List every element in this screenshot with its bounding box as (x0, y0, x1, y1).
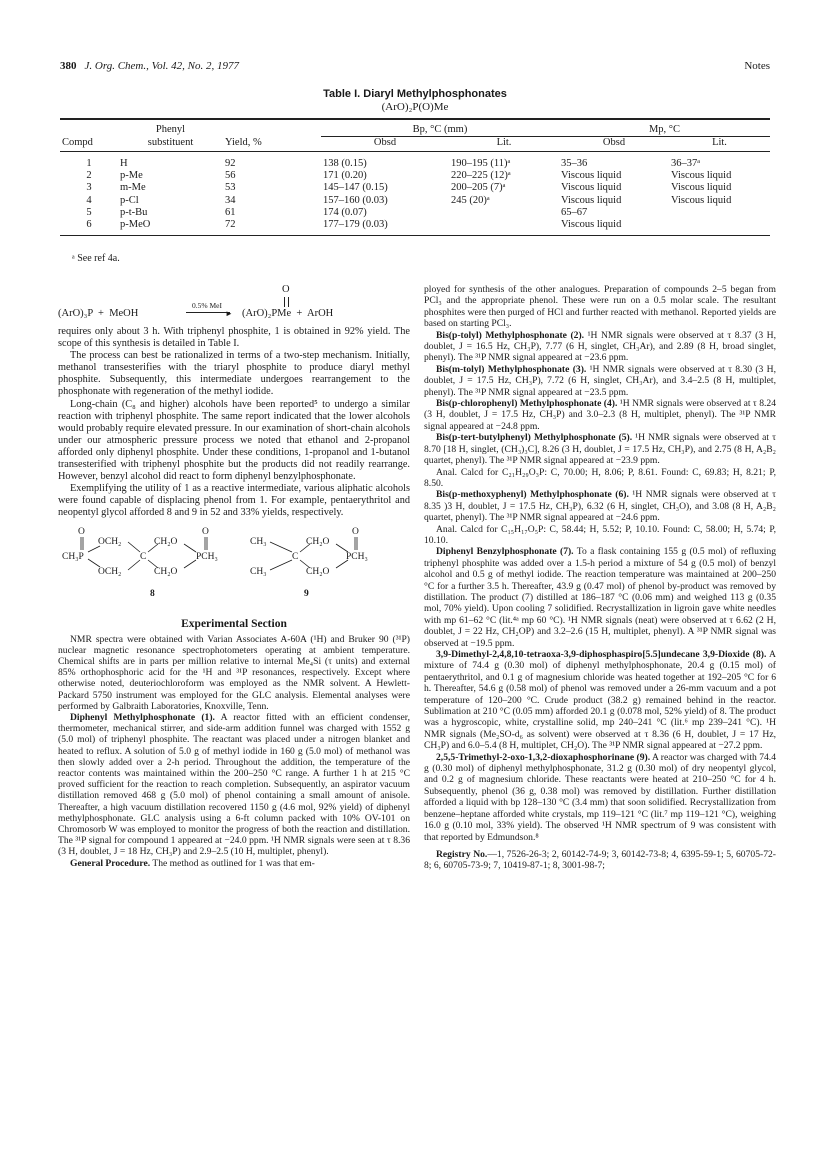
paragraph-heading: General Procedure. (70, 857, 151, 869)
struct8-oxygen-left: O (78, 526, 85, 537)
equation-lhs: (ArO)₃P + MeOH (58, 308, 139, 319)
struct8-bond (128, 542, 140, 552)
journal-citation: J. Org. Chem., Vol. 42, No. 2, 1977 (84, 60, 240, 72)
struct9-ch2o-top: CH₂O (306, 536, 330, 547)
col-header-compd: Compd (60, 137, 118, 152)
paragraph-heading: 2,5,5-Trimethyl-2-oxo-1,3,2-dioxaphosphorinane (9). (436, 751, 651, 763)
registry-heading: Registry No. (436, 848, 488, 860)
struct9-ch3-bottom: CH₃ (250, 566, 267, 577)
table-caption (60, 88, 770, 114)
col-header-mp-obsd: Obsd (559, 137, 669, 152)
struct9-pch3: PCH₃ (346, 551, 368, 562)
compound-9-label: 9 (304, 588, 309, 599)
struct8-bond (148, 544, 158, 552)
page-number: 380 (60, 60, 77, 72)
struct8-ch3p: CH₃P (62, 551, 84, 562)
struct9-bond (300, 544, 310, 552)
struct9-bond (336, 544, 348, 552)
paragraph: ployed for synthesis of the other analogues. Preparation of compounds 2–5 began from PCl₃ and the appropriate phenol. These were run on a 0.5 molar scale. The resultant phosphites were then purged of HCl and further reacted with methanol. Reported yields are based on starting PCl₃. (424, 284, 776, 330)
paragraph: Bis(p-methoxyphenyl) Methylphosphonate (6). ¹H NMR signals were observed at τ 8.35 )3 H, doublet, J = 17.5 Hz, CH₃P), 6.32 (6 H, singlet, CH₃O), and 3.08 (8 H, A₂B₂ quartet, phenyl). The ³¹P NMR signal appeared at −24.6 ppm. (424, 489, 776, 524)
arrow-head: ► (225, 309, 233, 318)
table-row: 3 m-Me 53 145–147 (0.15) 200–205 (7)ᵃ Viscous liquid Viscous liquid (86, 182, 732, 194)
page-header (60, 60, 770, 76)
table-row: 5 p-t-Bu 61 174 (0.07) 65–67 (86, 206, 588, 218)
struct8-bond (148, 560, 158, 568)
paragraph: Bis(m-tolyl) Methylphosphonate (3). ¹H NMR signals were observed at τ 8.30 (3 H, doublet, J = 17.5 Hz, CH₃P), 7.72 (6 H, singlet, CH₃Ar), and 3.4–2.5 (8 H, multiplet, phenyl). The ³¹P NMR signal appeared at −23.5 ppm. (424, 363, 776, 398)
table-row: 6 p-MeO 72 177–179 (0.03) Viscous liquid (60, 219, 770, 236)
struct8-ch2o-top: CH₂O (154, 536, 178, 547)
experimental-text (58, 634, 410, 869)
table-subtitle: (ArO)₂P(O)Me (381, 101, 449, 113)
section-label: Notes (744, 60, 770, 72)
structures-figure (58, 524, 410, 616)
struct9-ch3-top: CH₃ (250, 536, 267, 547)
analysis-line: Anal. Calcd for C₂₁H₂₉O₃P: C, 70.00; H, 8.06; P, 8.61. Found: C, 69.83; H, 8.21; P, 8.50. (424, 466, 776, 489)
struct9-oxygen: O (352, 526, 359, 537)
paragraph-heading: Bis(p-chlorophenyl) Methylphosphonate (4). (436, 398, 618, 410)
double-bond-mark (284, 297, 289, 307)
paragraph: Long-chain (C₈ and higher) alcohols have been reported⁵ to undergo a similar reaction with triphenyl phosphite. The same report indicated that the lower alcohols would probably require elevated pressure. In our examination of short-chain alcohols under our atmospheric pressure process we noted that ethanol and 2-propanol afforded only diphenyl phosphite. Under these conditions, 1-propanol and 1-butanol transesterified with triphenyl phosphite but the products did not readily rearrange. However, benzyl alcohol did react to form diphenyl benzylphosphonate. (58, 398, 410, 483)
struct9-ch2o-bottom: CH₂O (306, 566, 330, 577)
struct8-bond (184, 544, 196, 552)
table-row: 4 p-Cl 34 157–160 (0.03) 245 (20)ᵃ Viscous liquid Viscous liquid (86, 194, 732, 206)
struct8-bond (184, 560, 196, 568)
paragraph-heading: 3,9-Dimethyl-2,4,8,10-tetraoxa-3,9-diphosphaspiro[5.5]undecane 3,9-Dioxide (8). (436, 649, 767, 660)
struct8-bond (128, 560, 140, 570)
paragraph: 2,5,5-Trimethyl-2-oxo-1,3,2-dioxaphosphorinane (9). A reactor was charged with 74.4 g (0.30 mol) of diphenyl methylphosphonate, 31.2 g (0.30 mol) of dry neopentyl glycol, and 0.2 g of magnesium chloride. These reactants were heated at 210–250 °C for 4 h. Subsequently, phenol (36 g, 0.38 mol) was removed by distillation. Further distillation afforded a liquid with bp 128–130 °C (3.4 mm) that soon solidified. Recrystallization from benzene–heptane afforded white crystals, mp 119–121 °C (lit.⁷ mp 119–121 °C), weighing 16.0 g (0.10 mol, 33% yield). The observed ¹H NMR spectrum of 9 was consistent with that reported by Edmundson.⁸ (424, 751, 776, 843)
reaction-equation (58, 284, 410, 324)
equation-oxygen: O (282, 284, 290, 295)
equation-rhs: (ArO)₂PMe + ArOH (242, 308, 334, 319)
paragraph-heading: Bis(p-tolyl) Methylphosphonate (2). (436, 329, 585, 341)
struct8-och2-bottom: OCH₂ (98, 566, 122, 577)
paragraph-heading: Bis(p-tert-butylphenyl) Methylphosphonate (5). (436, 432, 633, 444)
paragraph: NMR spectra were obtained with Varian Associates A-60A (¹H) and Bruker 90 (³¹P) nuclear magnetic resonance spectrophotometers operating at ambient temperature. Chemical shifts are in parts per million relative to internal Me₄Si (τ units) and external 85% orthophosphoric acid for the ¹H and ³¹P resonances, respectively. Except where otherwise noted, deuteriochloroform was employed as the NMR solvent. A Hewlett-Packard 5750 instrument was employed for the GLC analysis. Elemental analyses were performed by Galbraith Laboratories, Knoxville, Tenn. (58, 633, 410, 712)
equation-catalyst: 0.5% MeI (192, 301, 222, 310)
compound-8-label: 8 (150, 588, 155, 599)
data-table (60, 118, 770, 236)
reaction-arrow (186, 312, 230, 313)
section-heading: Experimental Section (181, 617, 287, 630)
paragraph-heading: Bis(p-methoxyphenyl) Methylphosphonate (6). (436, 489, 629, 501)
table-footnote: ᵃ See ref 4a. (72, 253, 120, 264)
structure-diagram (58, 524, 410, 616)
col-header-mp: Mp, °C (559, 119, 770, 137)
registry-numbers: Registry No.—1, 7526-26-3; 2, 60142-74-9; 3, 60142-73-8; 4, 6395-59-1; 5, 60705-72-8; 6, 60705-73-9; 7, 10419-87-1; 8, 3001-98-7; (424, 848, 776, 872)
left-column (58, 284, 410, 869)
paragraph: Diphenyl Methylphosphonate (1). A reactor fitted with an efficient condenser, thermometer, mechanical stirrer, and side-arm addition funnel was charged with 1552 g (5.0 mol) of triphenyl phosphite. The reactant was placed under a nitrogen blanket and heated to reflux. A solution of 5.0 g of methyl iodide in 160 g (5.0 mol) of methanol was then slowly added over a 2-h period. Throughout the addition, the temperature of the reactor contents was maintained within the 200–250 °C range. A further 1 h at 215 °C proved sufficient for the reaction to reach completion. Subsequently, an aspirator vacuum distillation removed 468 g (5.0 mol) of phenol containing a small amount of anisole. Thereafter, a high vacuum distillation recovered 1150 g (4.6 mol, 92% yield) of diphenyl methylphosphonate. GLC analysis using a 6-ft column packed with 10% OV-101 on Chromosorb W was employed to monitor the progress of both the reaction and distillation. The ³¹P signal for compound 1 appeared at −24.0 ppm. ¹H NMR signals were seen at τ 8.36 (3 H, doublet, J = 18 Hz, CH₃P) and 2.9–2.5 (10 H, multiplet, phenyl). (58, 712, 410, 858)
struct9-bond (270, 560, 292, 570)
col-header-substituent: substituent (118, 137, 223, 152)
struct8-och2-top: OCH₂ (98, 536, 122, 547)
right-column (424, 284, 776, 872)
struct8-bond (88, 546, 100, 552)
paragraph: The process can best be rationalized in terms of a two-step mechanism. Initially, methanol transesterifies with the triaryl phosphite to produce diaryl methyl phosphite. Subsequently, this intermediate undergoes rearrangement to the phosphonate with regeneration of the methyl iodide. (58, 350, 410, 398)
paragraph: Diphenyl Benzylphosphonate (7). To a flask containing 155 g (0.5 mol) of refluxing triphenyl phosphite was added over a 1.5-h period a mixture of 54 g (0.5 mol) of benzyl alcohol and 0.5 g of methyl iodide. The reaction temperature was maintained at 200–250 °C for a further 3.5 h. Thereafter, 43.9 g (0.47 mol) of phenol by-product was removed by distillation. The product (7) distilled at 186–187 °C (0.06 mm) and weighed 113 g (0.35 mol, 70% yield). Upon cooling 7 solidified. Recrystallization in ligroin gave white needles with mp 61–62 °C (lit.⁴ᵃ mp 60 °C). ¹H NMR signals (neat) were observed at τ 6.62 (2 H, doublet, J = 22 Hz, CH₂OP) and 3.2–2.6 (15 H, multiplet, phenyl). A ³¹P NMR signal was observed at −19.5 ppm. (424, 546, 777, 649)
paragraph: Exemplifying the utility of 1 as a reactive intermediate, various aliphatic alcohols were found capable of displacing phenol from 1. For example, pentaerythritol and neopentyl glycol afforded 8 and 9 in 52 and 33% yields, respectively. (58, 483, 410, 519)
col-header-bp-obsd: Obsd (321, 137, 449, 152)
col-header-bp-lit: Lit. (449, 137, 559, 152)
paragraph: Bis(p-tert-butylphenyl) Methylphosphonate (5). ¹H NMR signals were observed at τ 8.70 [18 H, singlet, (CH₃)₃C], 8.26 (3 H, doublet, J = 17.5 Hz, CH₃P), and 2.75 (8 H, A₂B₂ quartet, phenyl). The ³¹P NMR signal appeared at −23.9 ppm. (424, 432, 776, 467)
table-row: 2 p-Me 56 171 (0.20) 220–225 (12)ᵃ Viscous liquid Viscous liquid (86, 170, 732, 182)
paragraph-heading: Diphenyl Methylphosphonate (1). (70, 712, 215, 724)
struct8-pch3: PCH₃ (196, 551, 218, 562)
struct8-oxygen-right: O (202, 526, 209, 537)
paragraph: General Procedure. The method as outlined for 1 was that em- (70, 857, 315, 869)
paragraph: requires only about 3 h. With triphenyl phosphite, 1 is obtained in 92% yield. The scope of this synthesis is detailed in Table I. (58, 326, 410, 350)
struct9-c: C (292, 551, 299, 562)
paragraph: 3,9-Dimethyl-2,4,8,10-tetraoxa-3,9-diphosphaspiro[5.5]undecane 3,9-Dioxide (8). A mixture of 74.4 g (0.30 mol) of diphenyl methylphosphonate, 20.4 g (0.15 mol) of pentaerythritol, and 0.1 g of magnesium chloride was heated together at 192–205 °C for 6 h. Thereafter, 54.6 g (0.58 mol) of phenol was removed under a 26-mm vacuum and a pot temperature of 120–200 °C. Crude product (38.2 g) remained behind in the reactor. Sublimation at 210 °C (0.05 mm) afforded 20.1 g (0.078 mol, 52% yield) of 8. The product was a hygroscopic, white, crystalline solid, mp 240–241 °C (lit.⁶ mp 239–241 °C). ¹H NMR signals (Me₂SO-d₆ as solvent) were observed at τ 8.36 (6 H, doublet, J = 17 Hz, CH₃P) and 6.0–5.4 (8 H, multiplet, CH₂O). The ³¹P NMR signal appeared at −27.2 ppm. (424, 649, 776, 752)
paragraph: Bis(p-tolyl) Methylphosphonate (2). ¹H NMR signals were observed at τ 8.37 (3 H, doublet, J = 16.5 Hz, CH₃P), 7.77 (6 H, singlet, CH₃Ar), and 2.89 (8 H, broad singlet, phenyl). The ³¹P NMR signal appeared at −23.6 ppm. (424, 329, 776, 364)
struct9-bond (336, 560, 348, 568)
struct8-bond (88, 559, 100, 567)
table-title: Table I. Diaryl Methylphosphonates (323, 88, 507, 100)
struct8-spiro-c: C (140, 551, 147, 562)
running-head (60, 60, 239, 72)
col-header-yield: Yield, % (223, 137, 321, 152)
paragraph-heading: Bis(m-tolyl) Methylphosphonate (3). (436, 363, 587, 375)
struct8-ch2o-bottom: CH₂O (154, 566, 178, 577)
col-header-mp-lit: Lit. (669, 137, 770, 152)
table-row: 1 H 92 138 (0.15) 190–195 (11)ᵃ 35–36 36–37ᵃ (86, 158, 701, 169)
col-header-bp: Bp, °C (mm) (321, 119, 559, 137)
paragraph-heading: Diphenyl Benzylphosphonate (7). (436, 546, 574, 558)
analysis-line: Anal. Calcd for C₁₅H₁₇O₅P: C, 58.44; H, 5.52; P, 10.10. Found: C, 58.00; H, 5.74; P, 10.10. (424, 523, 776, 546)
col-header-phenyl: Phenyl (118, 119, 223, 137)
paragraph: Bis(p-chlorophenyl) Methylphosphonate (4). ¹H NMR signals were observed at τ 8.24 (3 H, doublet, J = 17.5 Hz, CH₃P) and 3.0–2.3 (8 H, multiplet, phenyl). The ³¹P NMR signal appeared at −24.8 ppm. (424, 398, 777, 432)
struct9-bond (270, 542, 292, 552)
struct9-bond (300, 560, 310, 568)
